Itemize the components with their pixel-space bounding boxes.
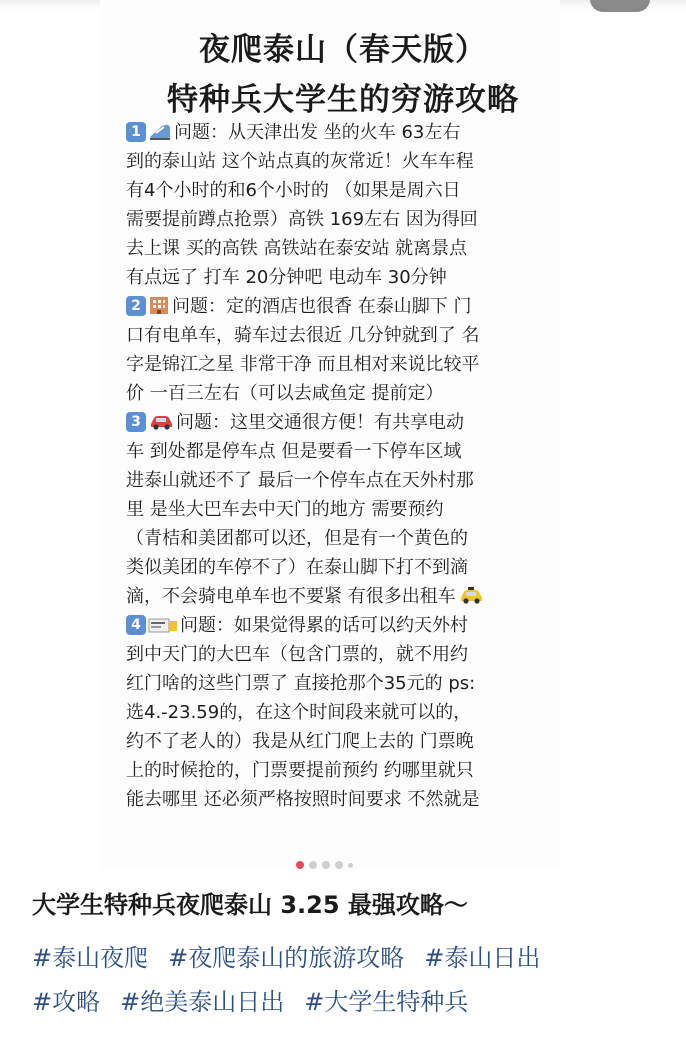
train-icon [148, 121, 172, 150]
note-line-text: （青桔和美团都可以还，但是有一个黄色的 [126, 528, 468, 549]
note-line-text: 进泰山就还不了 最后一个停车点在天外村那 [126, 470, 474, 491]
note-line [126, 727, 551, 756]
hashtag-link[interactable]: #大学生特种兵 [304, 988, 469, 1016]
number-badge-icon: 3 [126, 412, 146, 432]
hotel-icon [148, 295, 170, 324]
note-line [126, 437, 551, 466]
note-line-text: 上的时候抢的，门票要提前预约 约哪里就只 [126, 760, 474, 781]
note-line [126, 756, 551, 785]
note-title-line1: 夜爬泰山（春天版） [199, 32, 487, 68]
note-line-text: 能去哪里 还必须严格按照时间要求 不然就是 [126, 789, 480, 810]
note-line [126, 379, 551, 408]
note-line [126, 495, 551, 524]
note-line [126, 321, 551, 350]
carousel-dot[interactable] [348, 863, 353, 868]
note-line-text: 到的泰山站 这个站点真的灰常近！火车车程 [126, 151, 474, 172]
more-options-pill[interactable] [590, 0, 650, 12]
carousel-dot[interactable] [322, 861, 330, 869]
note-line-text: 车 到处都是停车点 但是要看一下停车区域 [126, 441, 462, 462]
number-badge-icon: 2 [126, 296, 146, 316]
note-line-text: 选4.-23.59的，在这个时间段来就可以的， [126, 702, 472, 723]
car-icon [148, 411, 174, 440]
note-line [126, 466, 551, 495]
number-badge-icon: 1 [126, 122, 146, 142]
hashtag-link[interactable]: #夜爬泰山的旅游攻略 [168, 944, 405, 972]
post-title: 大学生特种兵夜爬泰山 3.25 最强攻略～ [32, 891, 468, 919]
note-line-text: 类似美团的车停不了）在泰山脚下打不到滴 [126, 557, 468, 578]
note-line [126, 611, 551, 640]
note-line [126, 118, 551, 147]
note-line-text: 需要提前蹲点抢票）高铁 169左右 因为得回 [126, 209, 478, 230]
note-line-text: 滴，不会骑电单车也不要紧 有很多出租车 [126, 586, 456, 607]
ticket-icon [148, 614, 178, 643]
note-line [126, 524, 551, 553]
note-body [126, 118, 551, 814]
note-line [126, 263, 551, 292]
note-line-text: 里 是坐大巴车去中天门的地方 需要预约 [126, 499, 444, 520]
note-line [126, 147, 551, 176]
hashtag-link[interactable]: #泰山夜爬 [32, 944, 149, 972]
note-line-text: 去上课 买的高铁 高铁站在泰安站 就离景点 [126, 238, 468, 259]
note-line-text: 问题：如果觉得累的话可以约天外村 [180, 615, 468, 636]
note-line [126, 408, 551, 437]
note-line [126, 350, 551, 379]
note-line-text: 到中天门的大巴车（包含门票的，就不用约 [126, 644, 468, 665]
note-line-text: 有点远了 打车 20分钟吧 电动车 30分钟 [126, 267, 447, 288]
note-line-text: 约不了老人的）我是从红门爬上去的 门票晚 [126, 731, 474, 752]
note-line [126, 785, 551, 814]
note-line [126, 234, 551, 263]
note-line-text: 价 一百三左右（可以去咸鱼定 提前定） [126, 383, 444, 404]
note-line [126, 205, 551, 234]
carousel-dot[interactable] [309, 861, 317, 869]
carousel-indicator[interactable] [296, 854, 358, 864]
note-line-text: 问题：这里交通很方便！有共享电动 [176, 412, 464, 433]
note-line-text: 字是锦江之星 非常干净 而且相对来说比较平 [126, 354, 480, 375]
hashtag-link[interactable]: #泰山日出 [424, 944, 541, 972]
note-line [126, 176, 551, 205]
note-line-text: 问题：定的酒店也很香 在泰山脚下 门 [172, 296, 472, 317]
note-line [126, 698, 551, 727]
note-line [126, 640, 551, 669]
number-badge-icon: 4 [126, 615, 146, 635]
tag-row [32, 980, 672, 1024]
note-line [126, 292, 551, 321]
note-line-text: 红门啥的这些门票了 直接抢那个35元的 ps: [126, 673, 476, 694]
note-line [126, 582, 551, 611]
note-line-text: 有4个小时的和6个小时的 （如果是周六日 [126, 180, 461, 201]
hashtag-link[interactable]: #攻略 [32, 988, 101, 1016]
note-title-line2: 特种兵大学生的穷游攻略 [167, 82, 519, 118]
note-line [126, 553, 551, 582]
tag-list [32, 936, 672, 1024]
taxi-icon [458, 585, 484, 614]
note-line [126, 669, 551, 698]
hashtag-link[interactable]: #绝美泰山日出 [120, 988, 285, 1016]
carousel-dot[interactable] [335, 861, 343, 869]
tag-row [32, 936, 672, 980]
carousel-dot[interactable] [296, 861, 304, 869]
note-line-text: 问题：从天津出发 坐的火车 63左右 [174, 122, 461, 143]
note-line-text: 口有电单车，骑车过去很近 几分钟就到了 名 [126, 325, 480, 346]
